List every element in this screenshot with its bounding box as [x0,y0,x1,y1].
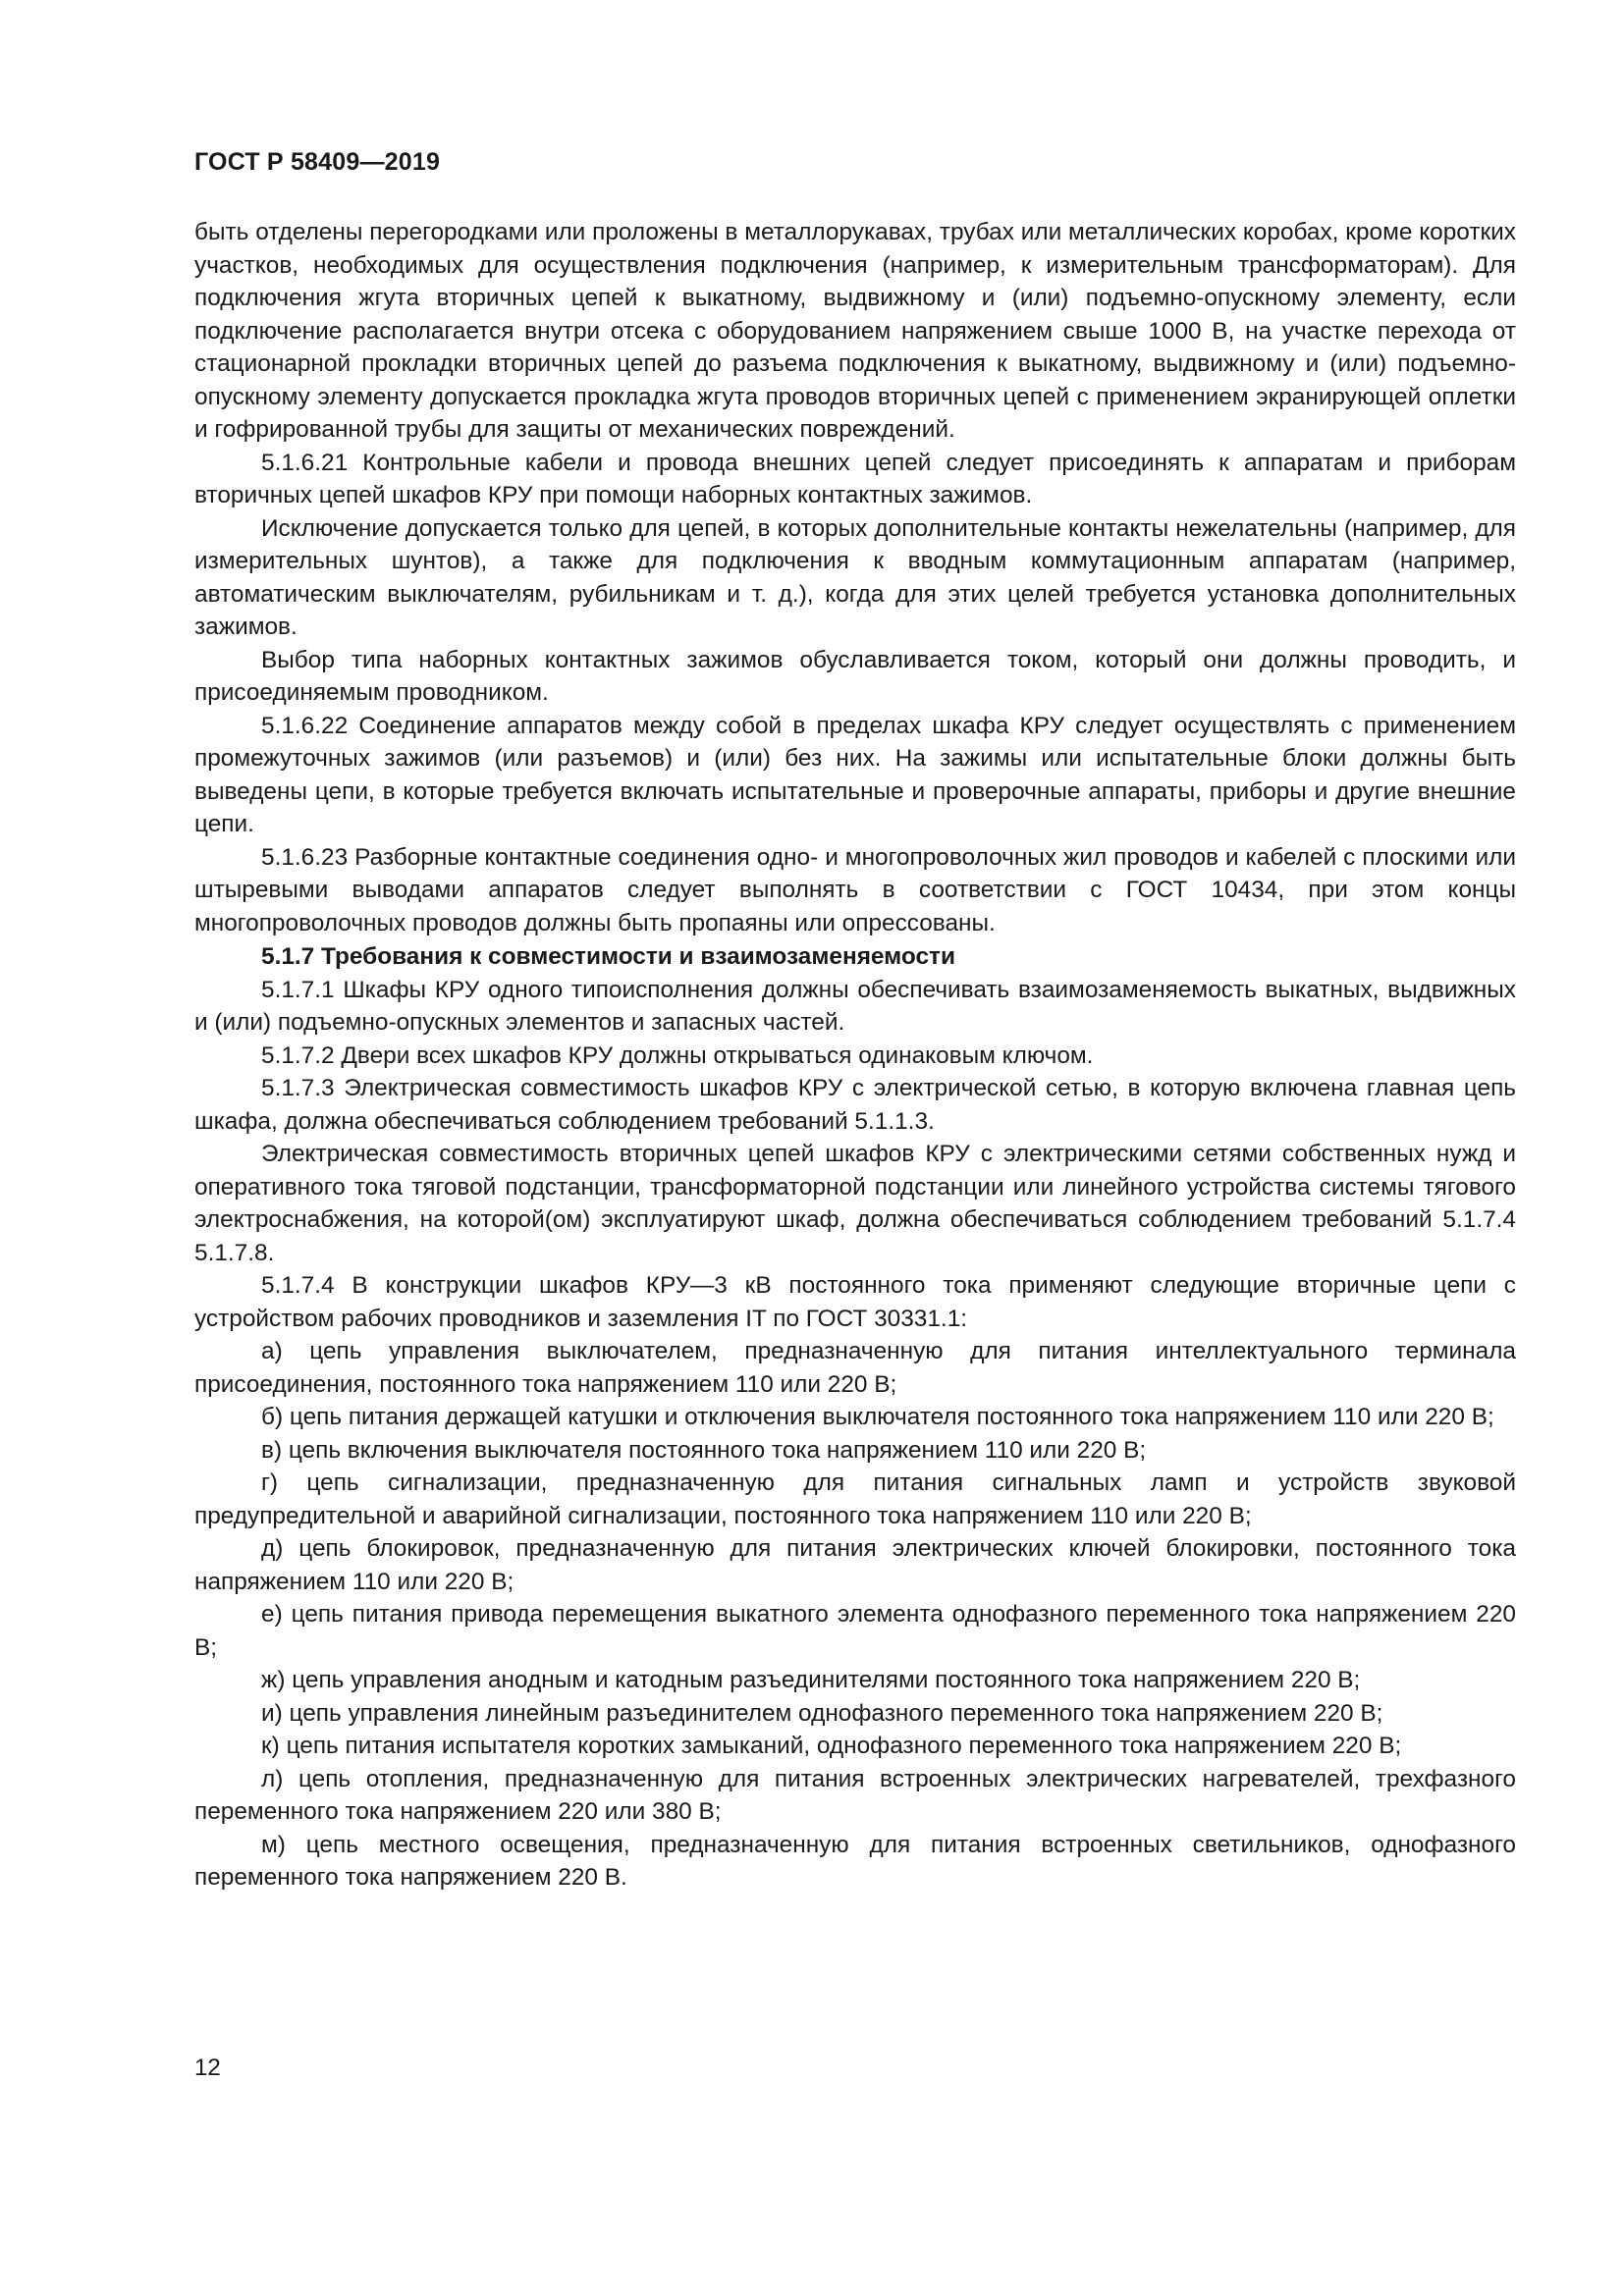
section-heading-5-1-7: 5.1.7 Требования к совместимости и взаимозаменяемости [261,943,955,970]
list-item-b: б) цепь питания держащей катушки и отключения выключателя постоянного тока напряжением 110 или 220 В; [261,1404,1494,1430]
list-item-a: а) цепь управления выключателем, предназначенную для питания интеллектуального терминала присоединения, постоянного тока напряжением 110 или 220 В; [194,1338,1516,1398]
paragraph-exception: Исключение допускается только для цепей, в которых дополнительные контакты нежелательны (например, для измерительных шунтов), а также для подключения к вводным коммутационным аппаратам (например, автоматическим выключателям, рубильникам и т. д.), когда для этих целей требуется установка дополнительных зажимов. [194,514,1516,640]
list-item-v: в) цепь включения выключателя постоянного тока напряжением 110 или 220 В; [261,1436,1147,1464]
paragraph-secondary-compatibility: Электрическая совместимость вторичных цепей шкафов КРУ с электрическими сетями собственных нужд и оперативного тока тяговой подстанции, трансформаторной подстанции или линейного устройства системы тягового электроснабжения, на которой(ом) эксплуатируют шкаф, должна обеспечиваться соблюдением требований 5.1.7.4 5.1.7.8. [194,1141,1516,1266]
document-page [194,147,1516,1895]
paragraph-5-1-6-22: 5.1.6.22 Соединение аппаратов между собой в пределах шкафа КРУ следует осуществлять с применением промежуточных зажимов (или разъемов) и (или) без них. На зажимы или испытательные блоки должны быть выведены цепи, в которые требуется включать испытательные и проверочные аппараты, приборы и другие внешние цепи. [194,712,1516,837]
list-item-d: д) цепь блокировок, предназначенную для питания электрических ключей блокировки, постоянного тока напряжением 110 или 220 В; [194,1535,1516,1595]
list-item-k: к) цепь питания испытателя коротких замыканий, однофазного переменного тока напряжением 220 В; [261,1733,1402,1759]
list-item-zh: ж) цепь управления анодным и катодным разъединителями постоянного тока напряжением 220 В; [261,1667,1361,1693]
paragraph-5-1-7-1: 5.1.7.1 Шкафы КРУ одного типоисполнения должны обеспечивать взаимозаменяемость выкатных, выдвижных и (или) подъемно-опускных элементов и запасных частей. [194,976,1516,1036]
list-item-i: и) цепь управления линейным разъединителем однофазного переменного тока напряжением 220 В; [261,1699,1383,1727]
paragraph-5-1-7-4: 5.1.7.4 В конструкции шкафов КРУ—3 кВ постоянного тока применяют следующие вторичные цепи с устройством рабочих проводников и заземления IT по ГОСТ 30331.1: [194,1272,1516,1332]
list-item-g: г) цепь сигнализации, предназначенную для питания сигнальных ламп и устройств звуковой предупредительной и аварийной сигнализации, постоянного тока напряжением 110 или 220 В; [194,1469,1516,1529]
paragraph-5-1-7-2: 5.1.7.2 Двери всех шкафов КРУ должны открываться одинаковым ключом. [261,1041,1094,1069]
document-header: ГОСТ Р 58409—2019 [194,148,441,176]
paragraph-5-1-6-21: 5.1.6.21 Контрольные кабели и провода внешних цепей следует присоединять к аппаратам и приборам вторичных цепей шкафов КРУ при помощи наборных контактных зажимов. [194,449,1516,508]
paragraph-continuation: быть отделены перегородками или проложены в металлорукавах, трубах или металлических коробах, кроме коротких участков, необходимых для осуществления подключения (например, к измерительным трансформаторам). Для подключения жгута вторичных цепей к выкатному, выдвижному и (или) подъемно-опускному элементу, если подключение располагается внутри отсека с оборудованием напряжением свыше 1000 В, на участке перехода от стационарной прокладки вторичных цепей до разъема подключения к выкатному, выдвижному и (или) подъемно-опускному элементу допускается прокладка жгута проводов вторичных цепей с применением экранирующей оплетки и гофрированной трубы для защиты от механических повреждений. [194,219,1516,443]
page-number: 12 [194,2055,221,2081]
paragraph-5-1-7-3: 5.1.7.3 Электрическая совместимость шкафов КРУ с электрической сетью, в которую включена главная цепь шкафа, должна обеспечиваться соблюдением требований 5.1.1.3. [194,1075,1516,1135]
list-item-m: м) цепь местного освещения, предназначенную для питания встроенных светильников, однофазного переменного тока напряжением 220 В. [194,1831,1516,1891]
list-item-l: л) цепь отопления, предназначенную для питания встроенных электрических нагревателей, трехфазного переменного тока напряжением 220 или 380 В; [194,1765,1516,1825]
paragraph-terminal-choice: Выбор типа наборных контактных зажимов обуславливается током, который они должны проводить, и присоединяемым проводником. [194,646,1516,706]
paragraph-5-1-6-23: 5.1.6.23 Разборные контактные соединения одно- и многопроволочных жил проводов и кабелей с плоскими или штыревыми выводами аппаратов следует выполнять в соответствии с ГОСТ 10434, при этом концы многопроволочных проводов должны быть пропаяны или опрессованы. [194,843,1516,936]
document-body [194,216,1516,1895]
list-item-e: е) цепь питания привода перемещения выкатного элемента однофазного переменного тока напряжением 220 В; [194,1601,1516,1661]
